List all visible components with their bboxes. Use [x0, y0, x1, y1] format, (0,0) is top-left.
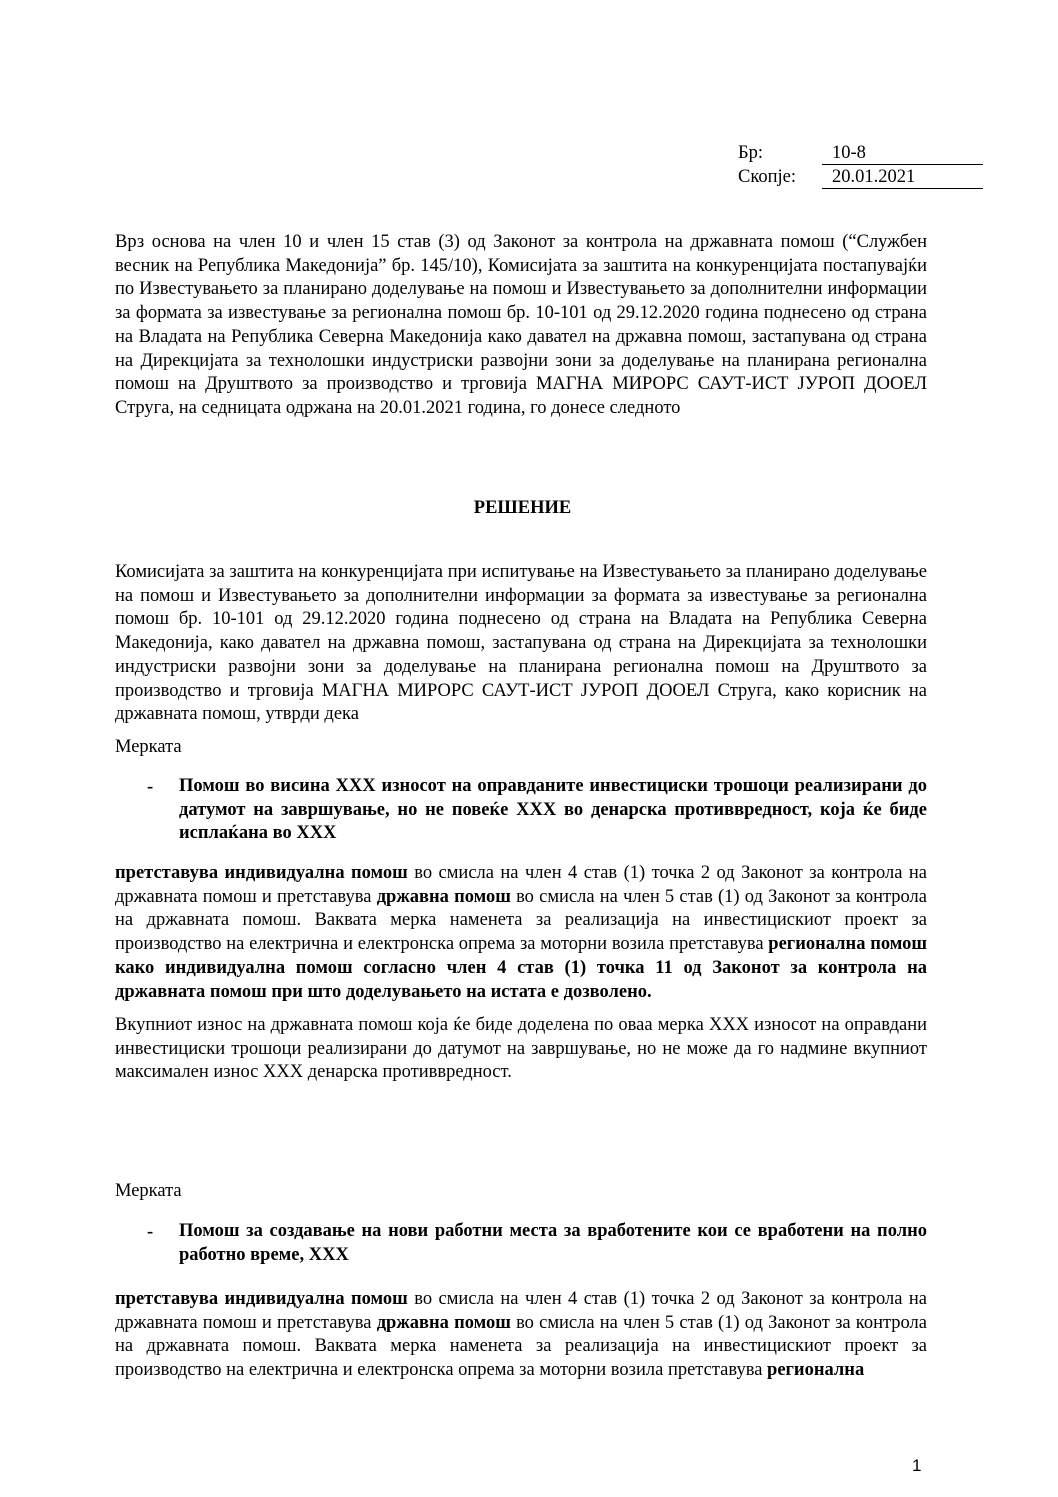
m2-bold-5: регионална — [767, 1360, 865, 1381]
measure-1-bullet: - — [147, 777, 154, 797]
measure-1-assessment — [115, 862, 927, 1004]
m2-bold-1: претставува индивидуална помош — [115, 1289, 408, 1309]
measure-2-assessment — [115, 1288, 927, 1383]
decision-paragraph: Комисијата за заштита на конкуренцијата при испитување на Известувањето за планирано доделување на помош и Известувањето за дополнителни информации за формата за известување за регионална помош бр. 10-101 од 29.12.2020 година поднесено од страна на Владата на Република Северна Македонија, како давател на државна помош, застапувана од страна на Дирекцијата за технолошки индустриски развојни зони за доделување на планирана регионална помош на Друштвото за производство и трговија МАГНА МИРОРС САУТ-ИСТ ЈУРОП ДООЕЛ Струга, како корисник на државната помош, утврди дека — [115, 562, 927, 725]
city-label: Скопје: — [738, 167, 797, 187]
number-value: 10-8 — [822, 143, 983, 165]
m1-bold-1: претставува индивидуална помош — [115, 863, 408, 883]
intro-paragraph: Врз основа на член 10 и член 15 став (3) од Законот за контрола на државната помош (“Службен весник на Република Македонија” бр. 145/10), Комисијата за заштита на конкуренцијата постапувајќи по Известувањето за планирано доделување на помош и Известувањето за дополнителни информации за формата за известување за регионална помош бр. 10-101 од 29.12.2020 година поднесено од страна на Владата на Република Северна Македонија како давател на државна помош, застапувана од страна на Дирекцијата за технолошки индустриски развојни зони за доделување на планирана регионална помош на Друштвото за производство и трговија МАГНА МИРОРС САУТ-ИСТ ЈУРОП ДООЕЛ Струга, на седницата одржана на 20.01.2021 година, го донесе следното — [115, 232, 927, 418]
m1-bold-5: регионална помош како индивидуална помош согласно член 4 став (1) точка 11 од Законот за контрола на државната помош при што доделувањето на истата е дозволено. — [115, 934, 928, 1002]
m2-text-2: во смисла на член 4 став (1) точка 2 од Законот за контрола на државната помош и претставува — [115, 1289, 927, 1333]
measure-2-bullet: - — [147, 1222, 154, 1242]
m1-text-4: во смисла на член 5 став (1) од Законот за контрола на државната помош. Ваквата мерка наменета за реализација на инвестицискиот проект за производство на електрична и електронска опрема за моторни возила претставува — [115, 886, 927, 955]
measure-1-total: Вкупниот износ на државната помош која ќе биде доделена по оваа мерка XXX износот на оправдани инвестициски трошоци реализирани до датумот на завршување, но не може да го надмине вкупниот максимален износ XXX денарска противвредност. — [115, 1015, 927, 1083]
date-row — [738, 167, 983, 191]
measure-1-item: Помош во висина XXX износот на оправданите инвестициски трошоци реализирани до датумот на завршување, но не повеќе XXX во денарска противвредност, која ќе биде исплаќана во XXX — [179, 776, 927, 844]
m1-text-2: во смисла на член 4 став (1) точка 2 од Законот за контрола на државната помош и претставува — [115, 863, 927, 907]
measure-2-label: Мерката — [115, 1181, 182, 1201]
date-value: 20.01.2021 — [822, 167, 983, 189]
measure-2-item: Помош за создавање на нови работни места за вработените кои се вработени на полно работно време, XXX — [179, 1221, 927, 1265]
decision-title: РЕШЕНИЕ — [473, 498, 572, 518]
measure-1-label: Мерката — [115, 737, 182, 757]
m1-bold-3: државна помош — [376, 886, 511, 907]
number-label: Бр: — [738, 143, 764, 163]
page-number: 1 — [912, 1456, 922, 1475]
m2-text-4: во смисла на член 5 став (1) од Законот за контрола на државната помош. Ваквата мерка наменета за реализација на инвестицискиот проект за производство на електрична и електронска опрема за моторни возила претставува — [115, 1312, 927, 1381]
m2-bold-3: државна помош — [376, 1312, 511, 1333]
number-row — [738, 143, 983, 167]
